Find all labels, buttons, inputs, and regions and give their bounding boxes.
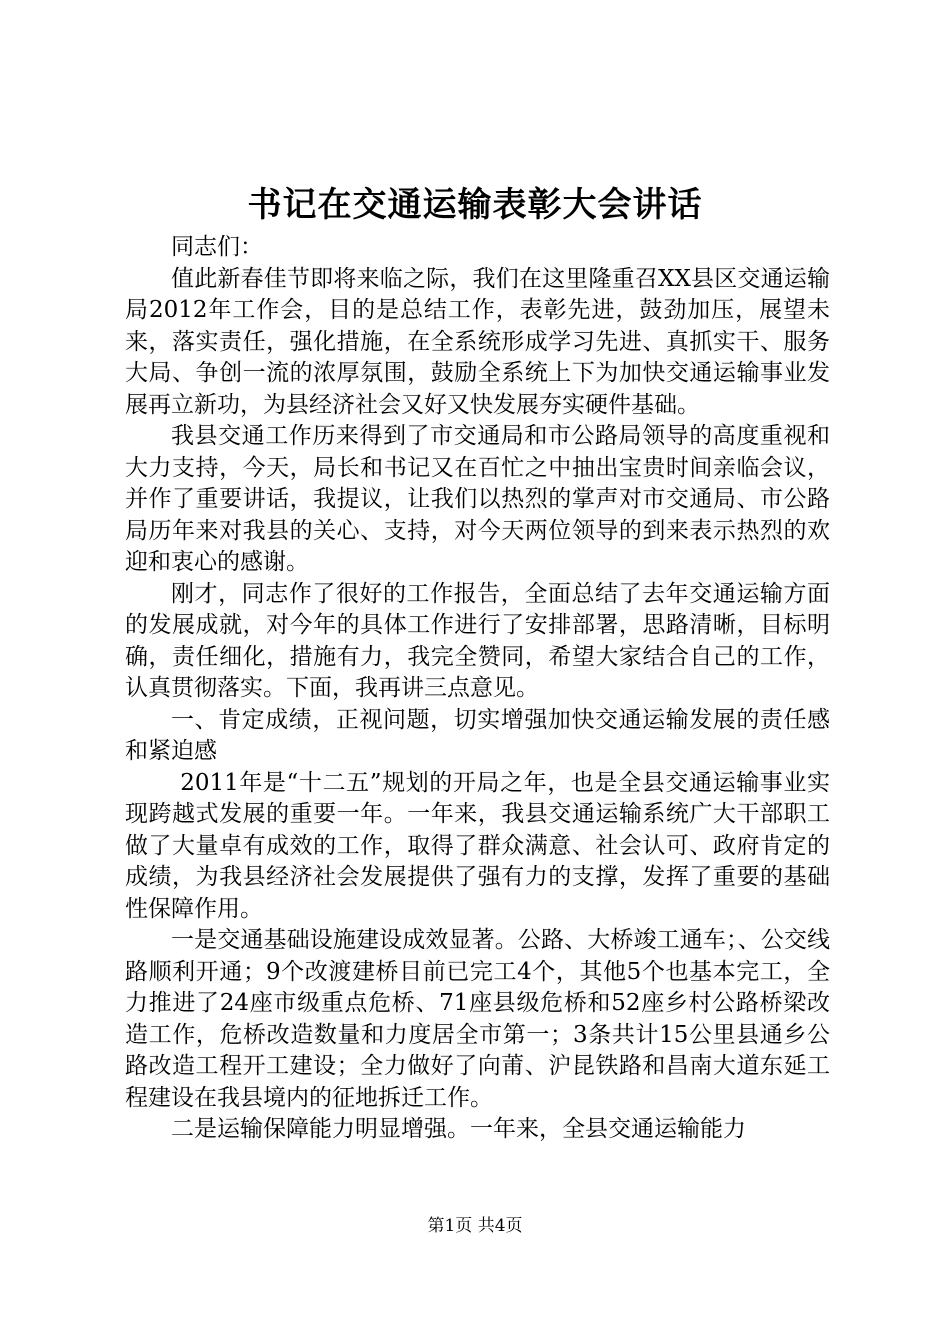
- document-title: 书记在交通运输表彰大会讲话: [247, 185, 703, 225]
- paragraph: 值此新春佳节即将来临之际，我们在这里隆重召XX县区交通运输局2012年工作会，目的是总结工作，表彰先进，鼓劲加压，展望未来，落实责任，强化措施，在全系统形成学习先进、真抓实干、服务大局、争创一流的浓厚氛围，鼓励全系统上下为加快交通运输事业发展再立新功，为县经济社会又好又快发展夯实硬件基础。: [125, 265, 830, 418]
- paragraph: 我县交通工作历来得到了市交通局和市公路局领导的高度重视和大力支持，今天，局长和书记又在百忙之中抽出宝贵时间亲临会议，并作了重要讲话，我提议，让我们以热烈的掌声对市交通局、市公路局历年来对我县的关心、支持，对今天两位领导的到来表示热烈的欢迎和衷心的感谢。: [125, 423, 830, 575]
- document-body: [125, 232, 830, 1146]
- paragraph-salutation: 同志们：: [171, 234, 263, 260]
- paragraph: 刚才，同志作了很好的工作报告，全面总结了去年交通运输方面的发展成就，对今年的具体工作进行了安排部署，思路清晰，目标明确，责任细化，措施有力，我完全赞同，希望大家结合自己的工作，认真贯彻落实。下面，我再讲三点意见。: [125, 580, 830, 701]
- section-heading: 一、肯定成绩，正视问题，切实增强加快交通运输发展的责任感和紧迫感: [125, 706, 830, 764]
- page-footer: 第1页 共4页: [427, 1216, 523, 1236]
- paragraph: 一是交通基础设施建设成效显著。公路、大桥竣工通车；、公交线路顺利开通；9个改渡建桥目前已完工4个，其他5个也基本完工，全力推进了24座市级重点危桥、71座县级危桥和52座乡村公路桥梁改造工作，危桥改造数量和力度居全市第一；3条共计15公里县通乡公路改造工程开工建设；全力做好了向莆、沪昆铁路和昌南大道东延工程建设在我县境内的征地拆迁工作。: [125, 927, 830, 1111]
- paragraph: 二是运输保障能力明显增强。一年来，全县交通运输能力: [171, 1116, 746, 1142]
- paragraph: 2011年是“十二五”规划的开局之年，也是全县交通运输事业实现跨越式发展的重要一年。一年来，我县交通运输系统广大干部职工做了大量卓有成效的工作，取得了群众满意、社会认可、政府肯定的成绩，为我县经济社会发展提供了强有力的支撑，发挥了重要的基础性保障作用。: [125, 769, 830, 922]
